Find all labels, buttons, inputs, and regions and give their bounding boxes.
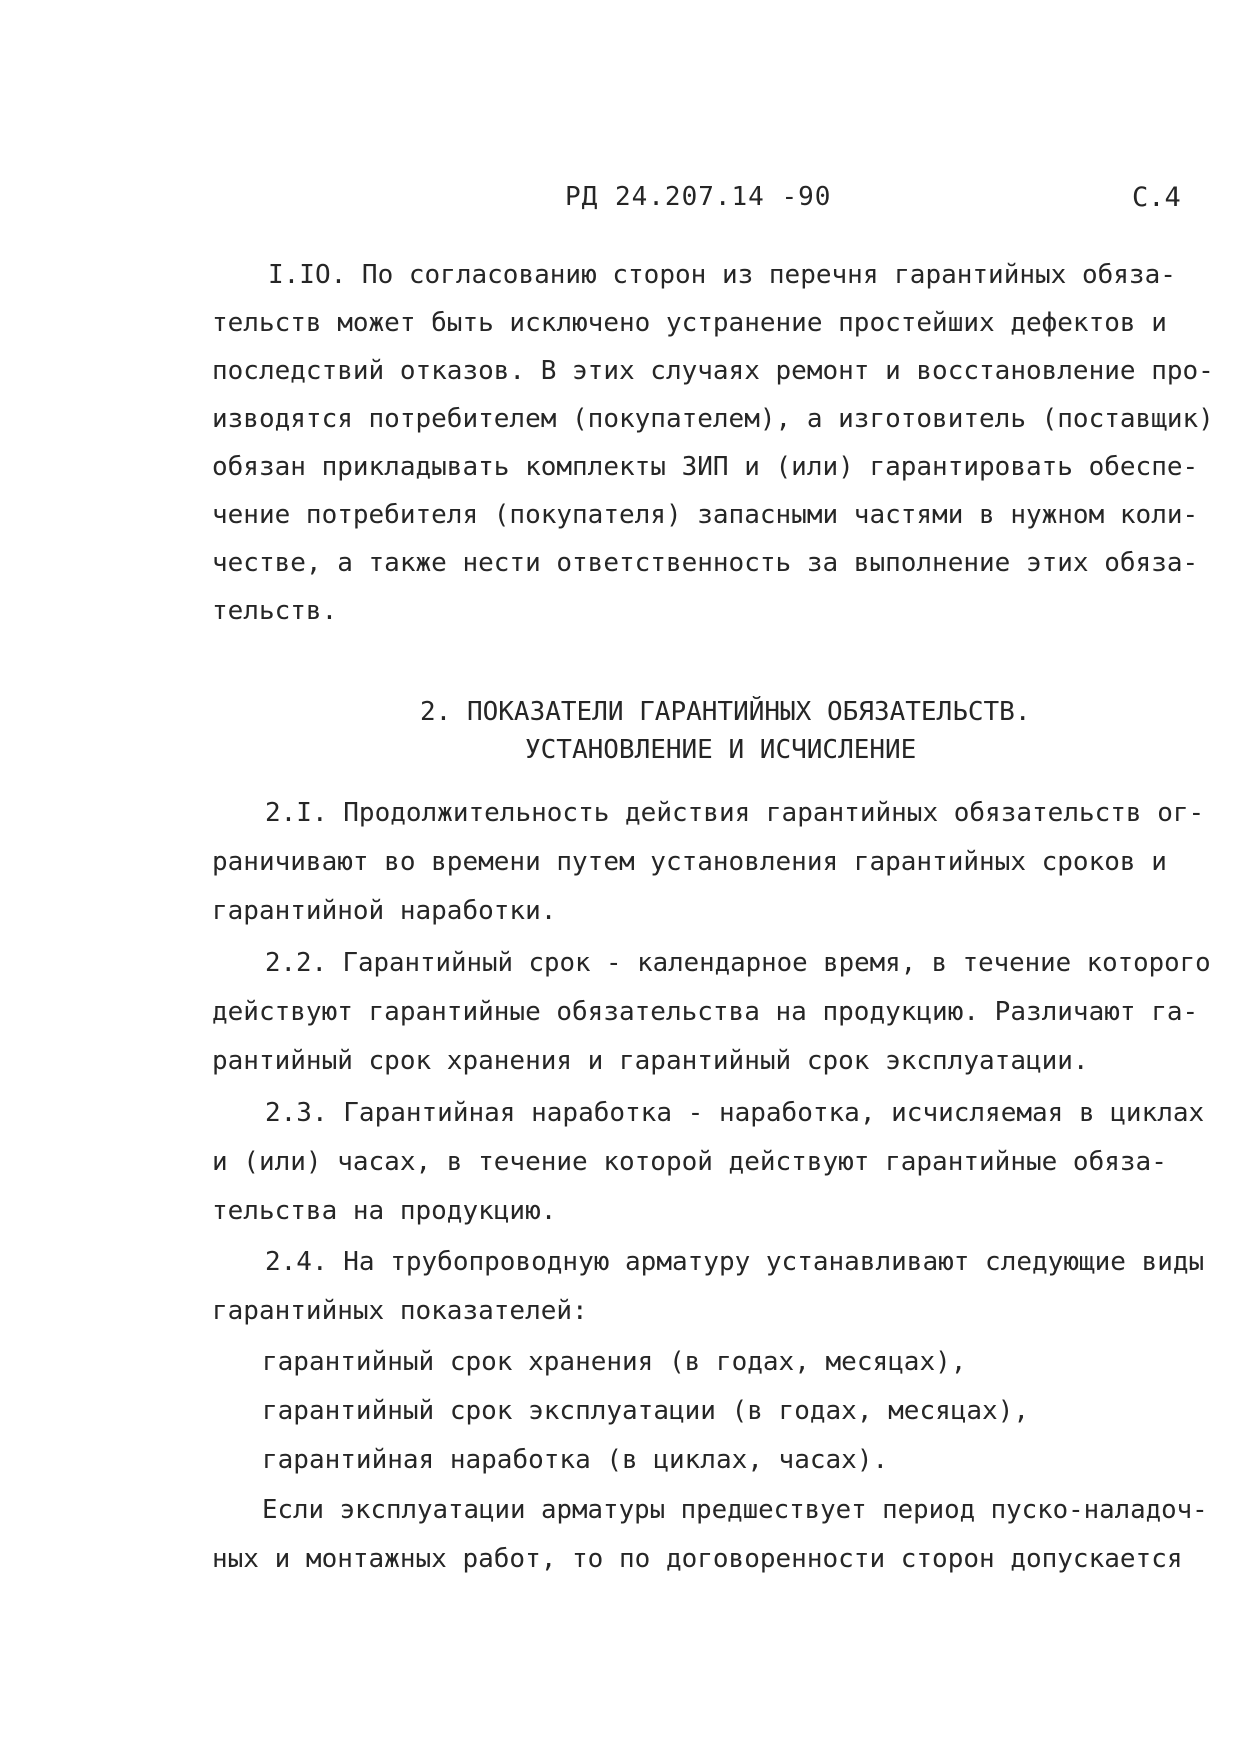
para-2-2-line: действуют гарантийные обязательства на продукцию. Различают га- [212, 997, 1199, 1027]
para-2-4-line: Если эксплуатации арматуры предшествует период пуско-наладоч- [262, 1495, 1208, 1525]
para-2-3-line: тельства на продукцию. [212, 1196, 557, 1226]
list-item: гарантийная наработка (в циклах, часах). [262, 1445, 889, 1475]
section-heading: УСТАНОВЛЕНИЕ И ИСЧИСЛЕНИЕ [525, 735, 917, 765]
para-1-10-line: тельств. [212, 596, 338, 626]
document-code: РД 24.207.14 -90 [565, 182, 832, 212]
para-2-2-line: рантийный срок хранения и гарантийный срок эксплуатации. [212, 1046, 1089, 1076]
para-1-10-line: чение потребителя (покупателя) запасными частями в нужном коли- [212, 500, 1199, 530]
para-2-1-line: гарантийной наработки. [212, 896, 557, 926]
para-2-2-line: 2.2. Гарантийный срок - календарное время, в течение которого [265, 948, 1211, 978]
para-2-4-line: гарантийных показателей: [212, 1296, 588, 1326]
list-item: гарантийный срок эксплуатации (в годах, месяцах), [262, 1396, 1030, 1426]
para-2-4-line: 2.4. На трубопроводную арматуру устанавливают следующие виды [265, 1247, 1205, 1277]
para-1-10-line: изводятся потребителем (покупателем), а изготовитель (поставщик) [212, 404, 1214, 434]
para-1-10-line: честве, а также нести ответственность за выполнение этих обяза- [212, 548, 1199, 578]
para-1-10-line: тельств может быть исключено устранение простейших дефектов и [212, 308, 1167, 338]
para-2-3-line: и (или) часах, в течение которой действуют гарантийные обяза- [212, 1147, 1167, 1177]
page-number: С.4 [1132, 182, 1181, 213]
para-2-1-line: 2.I. Продолжительность действия гарантийных обязательств ог- [265, 798, 1205, 828]
para-1-10-line: I.IO. По согласованию сторон из перечня гарантийных обяза- [268, 260, 1176, 290]
para-1-10-line: последствий отказов. В этих случаях ремонт и восстановление про- [212, 356, 1214, 386]
section-heading: 2. ПОКАЗАТЕЛИ ГАРАНТИЙНЫХ ОБЯЗАТЕЛЬСТВ. [420, 697, 1031, 727]
para-2-4-line: ных и монтажных работ, то по договоренности сторон допускается [212, 1544, 1183, 1574]
para-2-1-line: раничивают во времени путем установления гарантийных сроков и [212, 847, 1167, 877]
list-item: гарантийный срок хранения (в годах, месяцах), [262, 1347, 967, 1377]
para-1-10-line: обязан прикладывать комплекты ЗИП и (или) гарантировать обеспе- [212, 452, 1199, 482]
para-2-3-line: 2.3. Гарантийная наработка - наработка, исчисляемая в циклах [265, 1098, 1205, 1128]
